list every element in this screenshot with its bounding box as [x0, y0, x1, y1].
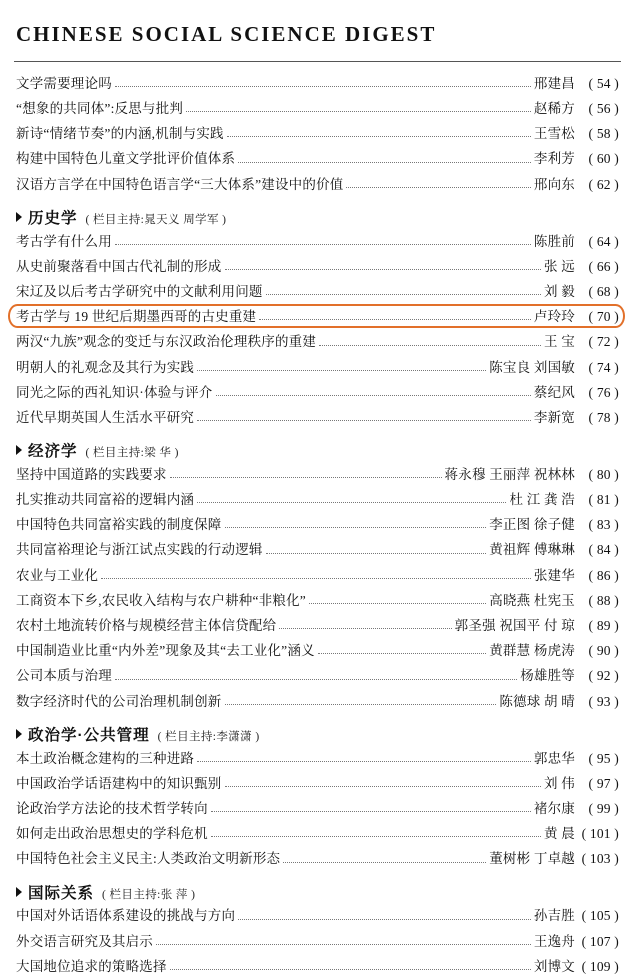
entry-title: 中国特色社会主义民主:人类政治文明新形态: [16, 851, 281, 867]
leader-dots: [259, 309, 531, 320]
highlighted-entry-wrapper: [16, 309, 619, 324]
entry-page-number: ( 72 ): [588, 334, 619, 350]
entry-page-number: ( 95 ): [588, 750, 619, 766]
toc-entry[interactable]: [16, 826, 619, 841]
entry-title: 扎实推动共同富裕的逻辑内涵: [16, 492, 195, 508]
leader-dots: [266, 543, 487, 554]
entry-title: 中国对外话语体系建设的挑战与方向: [16, 908, 236, 924]
toc-entry[interactable]: [16, 177, 619, 192]
toc-entry[interactable]: [16, 909, 619, 924]
entry-title: 坚持中国道路的实践要求: [16, 466, 167, 482]
entry-title: 从史前聚落看中国古代礼制的形成: [16, 258, 222, 274]
entry-authors: 褚尔康: [533, 800, 575, 816]
entry-authors: 郭圣强 祝国平 付 琼: [454, 618, 575, 634]
toc-entry[interactable]: [16, 492, 619, 507]
entry-title: 两汉“九族”观念的变迁与东汉政治伦理秩序的重建: [16, 334, 317, 350]
section-header-international: [16, 881, 619, 903]
leader-dots: [279, 618, 451, 629]
entry-authors: 王雪松: [533, 126, 575, 142]
leader-dots: [283, 852, 486, 863]
entry-authors: 蒋永穆 王丽萍 祝林林: [444, 466, 575, 482]
entry-authors: 赵稀方: [533, 101, 575, 117]
entry-page-number: ( 93 ): [588, 693, 619, 709]
toc-entry[interactable]: [16, 934, 619, 949]
entry-authors: 黄祖辉 傅琳琳: [489, 542, 575, 558]
leader-dots: [197, 492, 506, 503]
entry-title: 外交语言研究及其启示: [16, 933, 153, 949]
entry-title: 新诗“情绪节奏”的内涵,机制与实践: [16, 126, 224, 142]
entry-page-number: ( 60 ): [588, 151, 619, 167]
toc-entry[interactable]: [16, 101, 619, 116]
entry-page-number: ( 90 ): [588, 643, 619, 659]
entry-title: 明朝人的礼观念及其行为实践: [16, 359, 195, 375]
leader-dots: [319, 335, 541, 346]
toc-entry[interactable]: [16, 643, 619, 658]
entry-title: “想象的共同体”:反思与批判: [16, 101, 184, 117]
entry-title: 大国地位追求的策略选择: [16, 958, 167, 974]
leader-dots: [170, 959, 531, 970]
section-title: 经济学: [28, 443, 78, 461]
leader-dots: [225, 517, 487, 528]
entry-authors: 刘博文: [533, 958, 575, 974]
toc-entry[interactable]: [16, 259, 619, 274]
entry-title: 公司本质与治理: [16, 668, 112, 684]
leader-dots: [115, 76, 531, 87]
toc-entry[interactable]: [16, 593, 619, 608]
section-header-politics: [16, 723, 619, 745]
section-editor: ( 栏目主持:张 萍 ): [102, 888, 196, 901]
entry-page-number: ( 97 ): [588, 775, 619, 791]
entry-authors: 陈宝良 刘国敏: [489, 359, 575, 375]
leader-dots: [197, 410, 531, 421]
section-header-economics: [16, 439, 619, 461]
entry-authors: 孙吉胜: [533, 908, 575, 924]
toc-entry[interactable]: [16, 152, 619, 167]
entry-title: 中国特色共同富裕实践的制度保障: [16, 517, 222, 533]
entry-page-number: ( 78 ): [588, 409, 619, 425]
entry-page-number: ( 103 ): [581, 851, 619, 867]
entry-authors: 邢建昌: [533, 75, 575, 91]
toc-entry[interactable]: [16, 234, 619, 249]
section-editor: ( 栏目主持:李潇潇 ): [157, 730, 260, 743]
entry-page-number: ( 56 ): [588, 101, 619, 117]
toc-entry[interactable]: [16, 568, 619, 583]
entry-page-number: ( 99 ): [588, 800, 619, 816]
entry-title: 中国制造业比重“内外差”现象及其“去工业化”涵义: [16, 643, 315, 659]
entry-title: 如何走出政治思想史的学科危机: [16, 826, 208, 842]
entry-page-number: ( 58 ): [588, 126, 619, 142]
triangle-bullet-icon: [16, 887, 22, 897]
toc-entry[interactable]: [16, 126, 619, 141]
entry-page-number: ( 92 ): [588, 668, 619, 684]
leader-dots: [115, 669, 517, 680]
entry-page-number: ( 70 ): [588, 309, 619, 325]
leader-dots: [197, 360, 486, 371]
entry-page-number: ( 109 ): [581, 958, 619, 974]
entry-authors: 刘 伟: [544, 775, 575, 791]
leader-dots: [318, 643, 486, 654]
entry-title: 文学需要理论吗: [16, 75, 112, 91]
entry-authors: 李利芳: [533, 151, 575, 167]
toc-entry[interactable]: [16, 284, 619, 299]
toc-entry[interactable]: [16, 618, 619, 633]
toc-entry[interactable]: [16, 335, 619, 350]
entry-page-number: ( 107 ): [581, 933, 619, 949]
entry-authors: 陈德球 胡 晴: [499, 693, 575, 709]
entry-title: 同光之际的西礼知识·体验与评介: [16, 384, 213, 400]
section-editor: ( 栏目主持:晁天义 周学军 ): [85, 213, 227, 226]
toc-entry[interactable]: [16, 410, 619, 425]
toc-entry[interactable]: [16, 517, 619, 532]
entry-authors: 卢玲玲: [533, 309, 575, 325]
entry-page-number: ( 101 ): [581, 826, 619, 842]
toc-entry[interactable]: [16, 801, 619, 816]
entry-page-number: ( 88 ): [588, 592, 619, 608]
toc-entry[interactable]: [16, 852, 619, 867]
toc-entry[interactable]: [16, 776, 619, 791]
entry-authors: 张建华: [533, 567, 575, 583]
entry-page-number: ( 74 ): [588, 359, 619, 375]
section-title: 历史学: [28, 209, 78, 227]
leader-dots: [346, 177, 530, 188]
leader-dots: [156, 934, 531, 945]
entry-title: 考古学与 19 世纪后期墨西哥的古史重建: [16, 309, 257, 325]
entry-page-number: ( 84 ): [588, 542, 619, 558]
leader-dots: [227, 126, 531, 137]
entry-title: 构建中国特色儿童文学批评价值体系: [16, 151, 236, 167]
triangle-bullet-icon: [16, 212, 22, 222]
toc-entry[interactable]: [16, 751, 619, 766]
leader-dots: [225, 694, 497, 705]
entry-page-number: ( 89 ): [588, 618, 619, 634]
entry-page-number: ( 64 ): [588, 233, 619, 249]
entry-title: 汉语方言学在中国特色语言学“三大体系”建设中的价值: [16, 176, 344, 192]
entry-page-number: ( 66 ): [588, 258, 619, 274]
entry-authors: 郭忠华: [533, 750, 575, 766]
entry-page-number: ( 62 ): [588, 176, 619, 192]
toc-entry[interactable]: [16, 669, 619, 684]
entry-authors: 蔡纪风: [533, 384, 575, 400]
leader-dots: [238, 152, 531, 163]
entry-page-number: ( 86 ): [588, 567, 619, 583]
leader-dots: [197, 751, 531, 762]
leader-dots: [225, 259, 542, 270]
entry-authors: 王 宝: [544, 334, 575, 350]
entry-page-number: ( 76 ): [588, 384, 619, 400]
leader-dots: [211, 826, 541, 837]
toc-entry[interactable]: [16, 694, 619, 709]
toc-entry[interactable]: [16, 76, 619, 91]
toc-entry[interactable]: [16, 543, 619, 558]
toc-entry[interactable]: [16, 467, 619, 482]
triangle-bullet-icon: [16, 729, 22, 739]
entry-title: 宋辽及以后考古学研究中的文献利用问题: [16, 283, 263, 299]
entry-title: 工商资本下乡,农民收入结构与农户耕种“非粮化”: [16, 592, 306, 608]
entry-authors: 黄 晨: [544, 826, 575, 842]
entry-authors: 王逸舟: [533, 933, 575, 949]
toc-entry[interactable]: [16, 309, 619, 324]
entry-page-number: ( 54 ): [588, 75, 619, 91]
leader-dots: [309, 593, 486, 604]
entry-title: 农业与工业化: [16, 567, 99, 583]
leader-dots: [238, 909, 531, 920]
leader-dots: [216, 385, 531, 396]
entry-authors: 杨雄胜等: [520, 668, 575, 684]
entry-title: 数字经济时代的公司治理机制创新: [16, 693, 222, 709]
toc-entry[interactable]: [16, 360, 619, 375]
section-editor: ( 栏目主持:梁 华 ): [85, 447, 179, 460]
section-header-history: [16, 206, 619, 228]
toc-entry[interactable]: [16, 385, 619, 400]
leader-dots: [170, 467, 442, 478]
leader-dots: [211, 801, 531, 812]
entry-authors: 邢向东: [533, 176, 575, 192]
journal-title: CHINESE SOCIAL SCIENCE DIGEST: [16, 22, 437, 46]
entry-title: 考古学有什么用: [16, 233, 112, 249]
entry-title: 近代早期英国人生活水平研究: [16, 409, 195, 425]
entry-title: 论政治学方法论的技术哲学转向: [16, 800, 208, 816]
section-title: 政治学·公共管理: [28, 726, 150, 744]
entry-authors: 董树彬 丁卓越: [489, 851, 575, 867]
entry-authors: 黄群慧 杨虎涛: [489, 643, 575, 659]
toc-entry[interactable]: [16, 959, 619, 974]
entry-page-number: ( 68 ): [588, 283, 619, 299]
entry-title: 本土政治概念建构的三种进路: [16, 750, 195, 766]
masthead: [0, 0, 635, 57]
entry-page-number: ( 81 ): [588, 492, 619, 508]
entry-title: 中国政治学话语建构中的知识甄别: [16, 775, 222, 791]
leader-dots: [115, 234, 531, 245]
leader-dots: [186, 101, 531, 112]
leader-dots: [101, 568, 531, 579]
entry-authors: 陈胜前: [533, 233, 575, 249]
leader-dots: [225, 776, 542, 787]
entry-authors: 李新宽: [533, 409, 575, 425]
entry-page-number: ( 80 ): [588, 466, 619, 482]
entry-page-number: ( 105 ): [581, 908, 619, 924]
entry-authors: 杜 江 龚 浩: [509, 492, 575, 508]
entry-title: 农村土地流转价格与规模经营主体信贷配给: [16, 618, 277, 634]
entry-page-number: ( 83 ): [588, 517, 619, 533]
entry-authors: 刘 毅: [544, 283, 575, 299]
leader-dots: [266, 284, 541, 295]
table-of-contents: [0, 62, 635, 974]
triangle-bullet-icon: [16, 445, 22, 455]
entry-authors: 张 远: [544, 258, 575, 274]
entry-authors: 李正图 徐子健: [489, 517, 575, 533]
section-title: 国际关系: [28, 884, 95, 902]
entry-title: 共同富裕理论与浙江试点实践的行动逻辑: [16, 542, 263, 558]
entry-authors: 高晓燕 杜宪玉: [489, 592, 575, 608]
